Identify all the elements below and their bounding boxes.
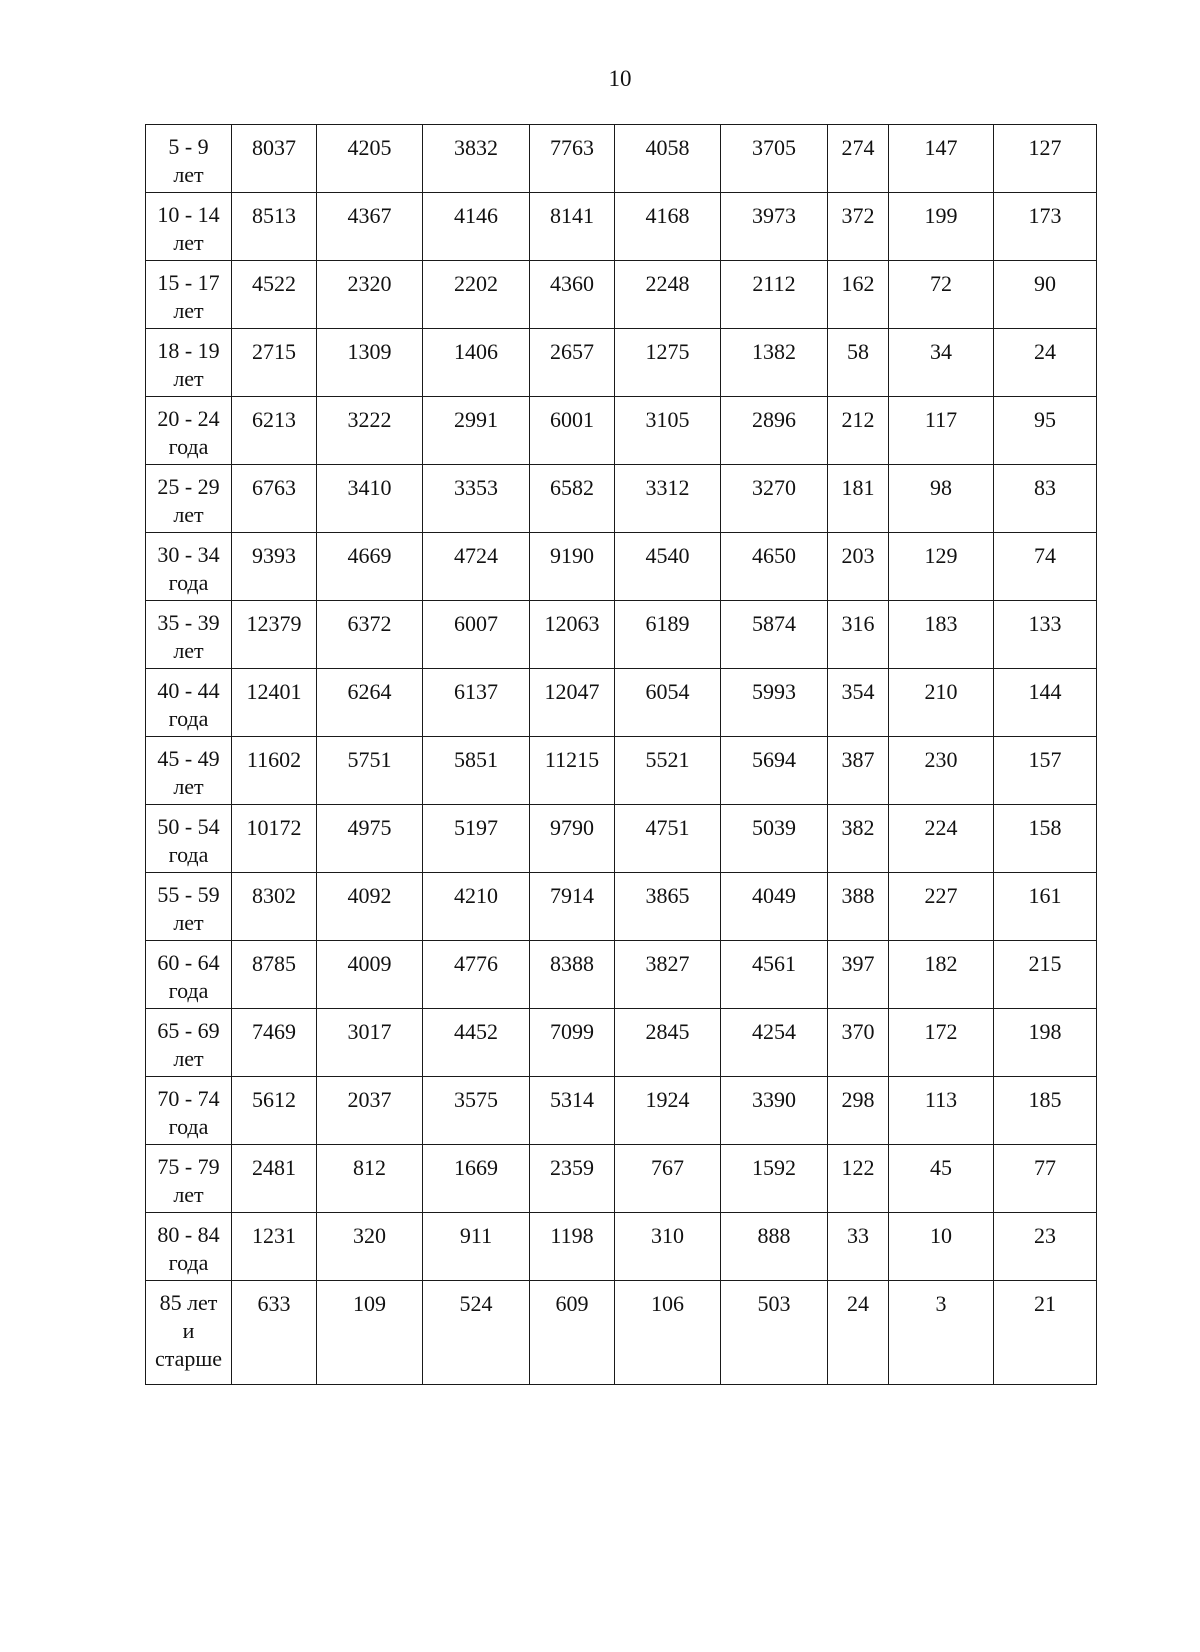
value-cell: 372 [828,193,889,261]
value-cell: 4776 [423,941,530,1009]
age-group-label-line: лет [173,366,204,391]
age-group-cell [146,1281,232,1385]
value-cell: 2359 [530,1145,615,1213]
value-cell: 12047 [530,669,615,737]
value-cell: 3353 [423,465,530,533]
value-cell: 4367 [317,193,423,261]
value-cell: 4669 [317,533,423,601]
value-cell: 198 [994,1009,1097,1077]
value-cell: 122 [828,1145,889,1213]
age-group-cell [146,601,232,669]
value-cell: 9790 [530,805,615,873]
table-row [146,1009,1097,1077]
value-cell: 8141 [530,193,615,261]
value-cell: 316 [828,601,889,669]
value-cell: 2715 [232,329,317,397]
value-cell: 274 [828,125,889,193]
value-cell: 224 [889,805,994,873]
value-cell: 2112 [721,261,828,329]
age-group-label-line: года [168,1250,209,1275]
value-cell: 3 [889,1281,994,1385]
value-cell: 2248 [615,261,721,329]
value-cell: 4168 [615,193,721,261]
age-group-label-line: лет [173,162,204,187]
table-row [146,669,1097,737]
age-group-label-line: лет [173,298,204,323]
age-group-cell [146,533,232,601]
value-cell: 5612 [232,1077,317,1145]
value-cell: 6763 [232,465,317,533]
value-cell: 12379 [232,601,317,669]
value-cell: 3827 [615,941,721,1009]
value-cell: 161 [994,873,1097,941]
value-cell: 5993 [721,669,828,737]
value-cell: 4049 [721,873,828,941]
age-group-label-line: 5 - 9 [168,134,209,159]
value-cell: 58 [828,329,889,397]
value-cell: 5521 [615,737,721,805]
value-cell: 4540 [615,533,721,601]
age-group-label-line: 65 - 69 [157,1018,220,1043]
table-row [146,941,1097,1009]
value-cell: 158 [994,805,1097,873]
value-cell: 109 [317,1281,423,1385]
value-cell: 8513 [232,193,317,261]
value-cell: 133 [994,601,1097,669]
value-cell: 21 [994,1281,1097,1385]
value-cell: 203 [828,533,889,601]
value-cell: 5197 [423,805,530,873]
age-group-label-line: 50 - 54 [157,814,220,839]
value-cell: 4650 [721,533,828,601]
value-cell: 127 [994,125,1097,193]
age-group-label-line: 10 - 14 [157,202,220,227]
value-cell: 3865 [615,873,721,941]
value-cell: 6137 [423,669,530,737]
value-cell: 503 [721,1281,828,1385]
value-cell: 24 [994,329,1097,397]
table-row [146,261,1097,329]
age-group-label-line: 15 - 17 [157,270,220,295]
value-cell: 8037 [232,125,317,193]
value-cell: 1198 [530,1213,615,1281]
age-group-label-line: 60 - 64 [157,950,220,975]
value-cell: 524 [423,1281,530,1385]
age-group-label-line: 40 - 44 [157,678,220,703]
value-cell: 6001 [530,397,615,465]
age-group-label-line: и [182,1318,195,1343]
age-group-label-line: лет [173,910,204,935]
value-cell: 2037 [317,1077,423,1145]
value-cell: 2991 [423,397,530,465]
age-group-label-line: 75 - 79 [157,1154,220,1179]
value-cell: 633 [232,1281,317,1385]
value-cell: 4210 [423,873,530,941]
value-cell: 212 [828,397,889,465]
value-cell: 382 [828,805,889,873]
value-cell: 387 [828,737,889,805]
value-cell: 4009 [317,941,423,1009]
table-body [146,125,1097,1385]
age-group-label-line: года [168,842,209,867]
age-group-label-line: лет [173,1046,204,1071]
value-cell: 4452 [423,1009,530,1077]
value-cell: 8302 [232,873,317,941]
value-cell: 210 [889,669,994,737]
age-group-label-line: года [168,570,209,595]
value-cell: 183 [889,601,994,669]
value-cell: 2845 [615,1009,721,1077]
age-group-label-line: 30 - 34 [157,542,220,567]
value-cell: 83 [994,465,1097,533]
age-group-label-line: года [168,706,209,731]
value-cell: 6582 [530,465,615,533]
age-group-cell [146,1145,232,1213]
value-cell: 144 [994,669,1097,737]
age-group-cell [146,941,232,1009]
page-number: 10 [608,66,632,91]
value-cell: 34 [889,329,994,397]
value-cell: 6264 [317,669,423,737]
value-cell: 6213 [232,397,317,465]
value-cell: 2320 [317,261,423,329]
value-cell: 4975 [317,805,423,873]
value-cell: 181 [828,465,889,533]
value-cell: 397 [828,941,889,1009]
age-group-cell [146,1009,232,1077]
value-cell: 1382 [721,329,828,397]
value-cell: 12063 [530,601,615,669]
value-cell: 2896 [721,397,828,465]
value-cell: 4561 [721,941,828,1009]
value-cell: 3312 [615,465,721,533]
value-cell: 4146 [423,193,530,261]
age-group-label-line: 20 - 24 [157,406,220,431]
age-group-label-line: 18 - 19 [157,338,220,363]
population-table [145,124,1097,1385]
age-group-cell [146,1213,232,1281]
age-group-cell [146,805,232,873]
age-group-label-line: года [168,1114,209,1139]
value-cell: 3705 [721,125,828,193]
value-cell: 9190 [530,533,615,601]
value-cell: 4092 [317,873,423,941]
table-row [146,873,1097,941]
value-cell: 354 [828,669,889,737]
value-cell: 5751 [317,737,423,805]
value-cell: 310 [615,1213,721,1281]
value-cell: 4724 [423,533,530,601]
value-cell: 11215 [530,737,615,805]
table-row [146,193,1097,261]
table-row [146,805,1097,873]
age-group-label-line: 25 - 29 [157,474,220,499]
value-cell: 7099 [530,1009,615,1077]
value-cell: 388 [828,873,889,941]
value-cell: 77 [994,1145,1097,1213]
value-cell: 7914 [530,873,615,941]
table-row [146,533,1097,601]
age-group-label-line: лет [173,774,204,799]
value-cell: 7469 [232,1009,317,1077]
value-cell: 3410 [317,465,423,533]
value-cell: 106 [615,1281,721,1385]
value-cell: 230 [889,737,994,805]
table-row [146,397,1097,465]
age-group-cell [146,669,232,737]
value-cell: 173 [994,193,1097,261]
age-group-label-line: 45 - 49 [157,746,220,771]
value-cell: 2481 [232,1145,317,1213]
value-cell: 11602 [232,737,317,805]
value-cell: 10172 [232,805,317,873]
value-cell: 3575 [423,1077,530,1145]
value-cell: 45 [889,1145,994,1213]
value-cell: 182 [889,941,994,1009]
value-cell: 6007 [423,601,530,669]
age-group-label-line: 70 - 74 [157,1086,220,1111]
value-cell: 5874 [721,601,828,669]
value-cell: 2202 [423,261,530,329]
value-cell: 7763 [530,125,615,193]
value-cell: 227 [889,873,994,941]
value-cell: 4360 [530,261,615,329]
value-cell: 4058 [615,125,721,193]
value-cell: 72 [889,261,994,329]
table-row [146,1213,1097,1281]
value-cell: 23 [994,1213,1097,1281]
value-cell: 1406 [423,329,530,397]
value-cell: 33 [828,1213,889,1281]
table-row [146,465,1097,533]
value-cell: 609 [530,1281,615,1385]
value-cell: 4522 [232,261,317,329]
age-group-label-line: лет [173,638,204,663]
value-cell: 215 [994,941,1097,1009]
value-cell: 5039 [721,805,828,873]
value-cell: 5851 [423,737,530,805]
table-row [146,601,1097,669]
value-cell: 95 [994,397,1097,465]
value-cell: 8388 [530,941,615,1009]
value-cell: 3017 [317,1009,423,1077]
value-cell: 3390 [721,1077,828,1145]
value-cell: 117 [889,397,994,465]
value-cell: 1669 [423,1145,530,1213]
table-row [146,1281,1097,1385]
value-cell: 298 [828,1077,889,1145]
value-cell: 8785 [232,941,317,1009]
value-cell: 6372 [317,601,423,669]
age-group-cell [146,1077,232,1145]
value-cell: 3270 [721,465,828,533]
value-cell: 113 [889,1077,994,1145]
table-row [146,1077,1097,1145]
table-row [146,1145,1097,1213]
value-cell: 98 [889,465,994,533]
value-cell: 4254 [721,1009,828,1077]
age-group-label-line: 35 - 39 [157,610,220,635]
age-group-label-line: лет [173,502,204,527]
value-cell: 2657 [530,329,615,397]
age-group-cell [146,397,232,465]
value-cell: 185 [994,1077,1097,1145]
age-group-label-line: года [168,978,209,1003]
value-cell: 320 [317,1213,423,1281]
value-cell: 370 [828,1009,889,1077]
value-cell: 767 [615,1145,721,1213]
value-cell: 4751 [615,805,721,873]
value-cell: 1231 [232,1213,317,1281]
value-cell: 10 [889,1213,994,1281]
value-cell: 1924 [615,1077,721,1145]
value-cell: 1592 [721,1145,828,1213]
value-cell: 1275 [615,329,721,397]
value-cell: 90 [994,261,1097,329]
age-group-cell [146,125,232,193]
table-row [146,125,1097,193]
value-cell: 9393 [232,533,317,601]
value-cell: 1309 [317,329,423,397]
age-group-cell [146,193,232,261]
value-cell: 12401 [232,669,317,737]
value-cell: 3832 [423,125,530,193]
age-group-label-line: 85 лет [159,1290,218,1315]
value-cell: 172 [889,1009,994,1077]
value-cell: 4205 [317,125,423,193]
age-group-label-line: года [168,434,209,459]
age-group-label-line: лет [173,230,204,255]
age-group-cell [146,873,232,941]
value-cell: 24 [828,1281,889,1385]
value-cell: 6189 [615,601,721,669]
age-group-label-line: 55 - 59 [157,882,220,907]
value-cell: 6054 [615,669,721,737]
value-cell: 812 [317,1145,423,1213]
age-group-cell [146,261,232,329]
table-row [146,329,1097,397]
age-group-cell [146,737,232,805]
age-group-label-line: лет [173,1182,204,1207]
value-cell: 147 [889,125,994,193]
value-cell: 162 [828,261,889,329]
age-group-cell [146,465,232,533]
population-table-wrap [145,124,1097,1385]
age-group-label-line: старше [154,1346,223,1371]
value-cell: 5314 [530,1077,615,1145]
value-cell: 5694 [721,737,828,805]
value-cell: 74 [994,533,1097,601]
value-cell: 129 [889,533,994,601]
value-cell: 888 [721,1213,828,1281]
value-cell: 157 [994,737,1097,805]
value-cell: 199 [889,193,994,261]
value-cell: 3105 [615,397,721,465]
value-cell: 3973 [721,193,828,261]
value-cell: 3222 [317,397,423,465]
value-cell: 911 [423,1213,530,1281]
table-row [146,737,1097,805]
age-group-cell [146,329,232,397]
age-group-label-line: 80 - 84 [157,1222,220,1247]
